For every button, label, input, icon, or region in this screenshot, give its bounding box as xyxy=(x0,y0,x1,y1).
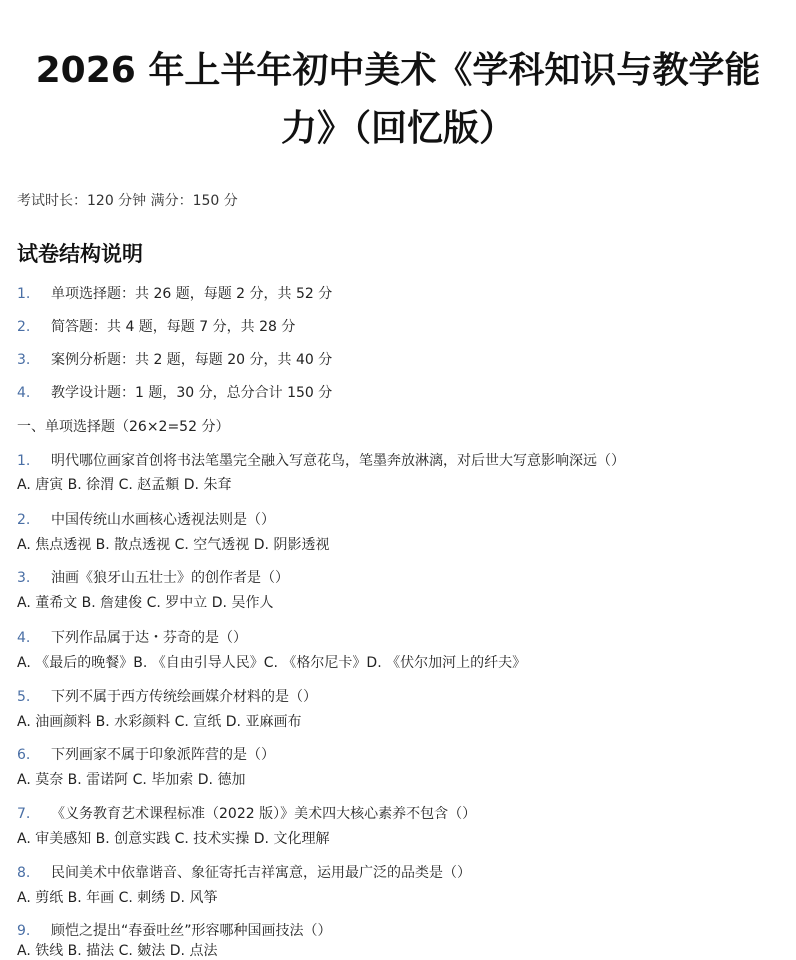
structure-item xyxy=(17,316,295,336)
question-number: 6. xyxy=(17,747,31,763)
question-options: A. 莫奈 B. 雷诺阿 C. 毕加索 D. 德加 xyxy=(17,772,246,788)
question-number: 7. xyxy=(17,806,31,822)
question-stem xyxy=(17,509,275,529)
part-one-heading: 一、单项选择题（26×2=52 分） xyxy=(17,419,230,435)
structure-item xyxy=(17,349,332,369)
structure-item-text: 简答题：共 4 题，每题 7 分，共 28 分 xyxy=(51,319,296,335)
structure-heading: 试卷结构说明 xyxy=(17,242,143,266)
structure-item-text: 单项选择题：共 26 题，每题 2 分，共 52 分 xyxy=(51,286,333,302)
question-options: A. 铁线 B. 描法 C. 皴法 D. 点法 xyxy=(17,943,218,959)
list-number: 2. xyxy=(17,319,31,335)
question-options: A. 《最后的晚餐》B. 《自由引导人民》C. 《格尔尼卡》D. 《伏尔加河上的纤夫》 xyxy=(17,655,527,671)
question-text: 明代哪位画家首创将书法笔墨完全融入写意花鸟，笔墨奔放淋漓，对后世大写意影响深远（） xyxy=(51,453,625,469)
structure-item-text: 案例分析题：共 2 题，每题 20 分，共 40 分 xyxy=(51,352,333,368)
question-options: A. 唐寅 B. 徐渭 C. 赵孟頫 D. 朱耷 xyxy=(17,477,232,493)
question-text: 下列画家不属于印象派阵营的是（） xyxy=(51,747,275,763)
question-number: 9. xyxy=(17,923,31,939)
document-title-line-2: 力》（回忆版） xyxy=(280,108,515,149)
question-stem xyxy=(17,920,332,940)
question-text: 顾恺之提出“春蚕吐丝”形容哪种国画技法（） xyxy=(51,923,332,939)
question-options: A. 董希文 B. 詹建俊 C. 罗中立 D. 吴作人 xyxy=(17,595,274,611)
structure-item xyxy=(17,283,332,303)
list-number: 3. xyxy=(17,352,31,368)
question-stem xyxy=(17,803,476,823)
question-text: 民间美术中依靠谐音、象征寄托吉祥寓意，运用最广泛的品类是（） xyxy=(51,865,471,881)
question-number: 3. xyxy=(17,570,31,586)
question-stem xyxy=(17,862,471,882)
question-stem xyxy=(17,744,275,764)
structure-item xyxy=(17,382,332,402)
question-text: 油画《狼牙山五壮士》的创作者是（） xyxy=(51,570,289,586)
question-text: 中国传统山水画核心透视法则是（） xyxy=(51,512,275,528)
question-stem xyxy=(17,567,289,587)
question-number: 2. xyxy=(17,512,31,528)
document-title-line-1: 2026 年上半年初中美术《学科知识与教学能 xyxy=(35,50,761,91)
exam-info: 考试时长：120 分钟 满分：150 分 xyxy=(17,193,238,209)
question-options: A. 焦点透视 B. 散点透视 C. 空气透视 D. 阴影透视 xyxy=(17,537,330,553)
structure-item-text: 教学设计题：1 题，30 分，总分合计 150 分 xyxy=(51,385,333,401)
question-number: 1. xyxy=(17,453,31,469)
question-stem xyxy=(17,627,247,647)
question-text: 《义务教育艺术课程标准（2022 版）》美术四大核心素养不包含（） xyxy=(51,806,477,822)
question-text: 下列不属于西方传统绘画媒介材料的是（） xyxy=(51,689,317,705)
question-number: 5. xyxy=(17,689,31,705)
question-options-cut-off xyxy=(17,940,218,959)
list-number: 4. xyxy=(17,385,31,401)
question-number: 8. xyxy=(17,865,31,881)
question-number: 4. xyxy=(17,630,31,646)
question-options: A. 剪纸 B. 年画 C. 刺绣 D. 风筝 xyxy=(17,890,218,906)
question-stem xyxy=(17,450,625,470)
question-stem xyxy=(17,686,317,706)
question-options: A. 审美感知 B. 创意实践 C. 技术实操 D. 文化理解 xyxy=(17,831,330,847)
question-text: 下列作品属于达・芬奇的是（） xyxy=(51,630,247,646)
list-number: 1. xyxy=(17,286,31,302)
question-options: A. 油画颜料 B. 水彩颜料 C. 宣纸 D. 亚麻画布 xyxy=(17,714,302,730)
